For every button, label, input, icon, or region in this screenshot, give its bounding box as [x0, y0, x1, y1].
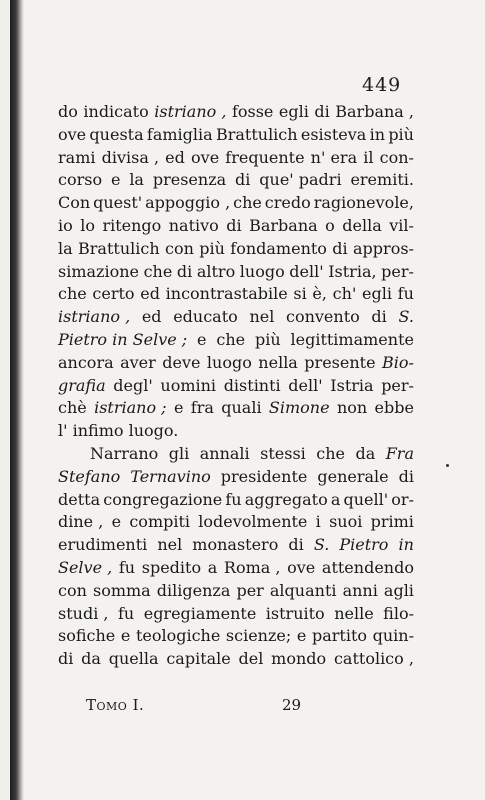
word: egli: [278, 102, 309, 121]
word: que' padri: [259, 170, 342, 190]
word: cattolico ,: [333, 649, 414, 669]
word: Pietro in Selve ;: [58, 329, 188, 349]
word: il: [363, 147, 374, 167]
word: da: [81, 649, 101, 669]
word: Brattulich: [78, 238, 160, 258]
word: famiglia: [146, 124, 213, 144]
volume-label: Tomo I.: [86, 696, 145, 714]
text-line: [58, 511, 414, 534]
word: alquanti: [269, 580, 337, 600]
word: più: [254, 329, 281, 349]
text-line: [58, 489, 414, 512]
text-line: [58, 534, 414, 557]
word: n' era: [310, 147, 358, 167]
word: di: [235, 170, 251, 190]
word: istruito: [265, 603, 325, 623]
word: più: [388, 124, 414, 144]
word: dell': [289, 261, 324, 281]
word: Stefano: [58, 466, 121, 486]
word: partito: [311, 626, 368, 646]
word: di: [371, 307, 387, 327]
text-line: [58, 420, 414, 443]
word: fu: [225, 489, 242, 509]
word: sofiche: [58, 626, 116, 646]
text-line: [58, 238, 414, 261]
word: Brattulich: [215, 124, 298, 144]
word: di: [58, 649, 74, 669]
word: rami: [58, 147, 96, 167]
word: fra: [190, 398, 214, 418]
word: S.: [313, 535, 330, 555]
word: ragionevole,: [313, 193, 414, 213]
word: che: [216, 329, 246, 349]
page-gutter: [10, 0, 24, 800]
word: ch': [332, 284, 357, 304]
word: lo: [80, 215, 95, 235]
word: Roma ,: [223, 557, 281, 577]
word: Ternavino: [130, 466, 211, 486]
word: nativo: [168, 215, 219, 235]
word: Pietro: [339, 535, 389, 555]
text-line: [58, 352, 414, 375]
text-line: [58, 283, 414, 306]
word: ebbe: [374, 398, 414, 418]
text-line: [58, 557, 414, 580]
text-line: [58, 648, 414, 671]
text-line: [58, 580, 414, 603]
word: filo-: [383, 603, 414, 623]
word: appros-: [353, 238, 414, 258]
word: quali: [221, 398, 262, 418]
text-line: [58, 101, 414, 124]
word: detta: [58, 489, 101, 509]
word: che: [143, 261, 173, 281]
word: ed: [165, 147, 185, 167]
word: suoi: [329, 512, 363, 532]
word: istriano ,: [58, 307, 131, 327]
word: l' infimo luogo.: [58, 421, 179, 441]
word: Istria: [330, 375, 374, 395]
word: gli: [168, 443, 190, 463]
word: mondo: [271, 649, 327, 669]
word: questa: [89, 124, 144, 144]
text-line: [58, 329, 414, 352]
word: la: [129, 170, 144, 190]
word: Narrano: [90, 443, 159, 463]
text-line: [58, 147, 414, 170]
word: primi: [370, 512, 414, 532]
book-page: [10, 0, 485, 800]
word: distinti: [223, 375, 281, 395]
word: della: [342, 215, 382, 235]
word: studi ,: [58, 603, 109, 623]
page-number: 449: [362, 74, 402, 96]
word: più: [199, 238, 225, 258]
word: i: [315, 512, 321, 532]
word: è,: [312, 284, 327, 304]
word: Fra: [385, 443, 414, 463]
word: attendendo: [321, 557, 414, 577]
word: incontrastabile: [165, 284, 288, 304]
word: eremiti.: [350, 170, 414, 190]
word: e: [110, 170, 121, 190]
word: simazione: [58, 261, 139, 281]
text-line: [58, 261, 414, 284]
word: fosse: [231, 102, 274, 121]
word: lodevolmente: [198, 512, 308, 532]
text-line: [58, 169, 414, 192]
word: vil-: [389, 215, 414, 235]
word: ed: [140, 284, 160, 304]
word: da: [355, 443, 376, 463]
text-line: [58, 215, 414, 238]
word: corso: [58, 170, 103, 190]
word: do: [58, 102, 78, 121]
word: dine ,: [58, 512, 104, 532]
word: non: [336, 398, 368, 418]
word: presente: [304, 352, 376, 372]
text-line: [58, 603, 414, 626]
word: divisa ,: [101, 147, 160, 167]
word: quell': [343, 489, 389, 509]
word: nella: [258, 352, 298, 372]
text-line: [58, 466, 414, 489]
word: esisteva: [300, 124, 367, 144]
word: agli: [383, 580, 414, 600]
word: fu: [117, 603, 135, 623]
word: somma: [92, 580, 151, 600]
word: chè: [58, 398, 87, 418]
word: e: [197, 329, 207, 349]
text-line: [58, 124, 414, 147]
word: appoggio ,: [145, 193, 231, 213]
word: Simone: [268, 398, 330, 418]
word: Bio-: [382, 352, 414, 372]
word: annali: [199, 443, 250, 463]
word: uomini: [160, 375, 217, 395]
word: ancora: [58, 352, 114, 372]
word: di: [398, 466, 414, 486]
word: e: [111, 512, 122, 532]
word: per-: [381, 261, 414, 281]
word: ed: [141, 307, 162, 327]
word: la: [58, 238, 73, 258]
word: presidente: [220, 466, 308, 486]
word: e: [173, 398, 184, 418]
word: luogo: [239, 261, 285, 281]
word: che: [233, 193, 262, 213]
word: a: [330, 489, 341, 509]
word: a: [207, 557, 218, 577]
word: anni: [342, 580, 378, 600]
word: quella: [108, 649, 159, 669]
word: e: [120, 626, 131, 646]
word: con: [58, 580, 87, 600]
word: per: [236, 580, 264, 600]
word: che: [316, 443, 345, 463]
word: grafia: [58, 375, 106, 395]
word: quest': [93, 193, 143, 213]
word: per-: [381, 375, 414, 395]
word: frequente: [225, 147, 305, 167]
word: congregazione: [103, 489, 223, 509]
word: fu: [397, 284, 414, 304]
word: di: [176, 261, 193, 281]
text-line: [58, 397, 414, 420]
word: luogo: [206, 352, 252, 372]
word: monastero: [192, 535, 279, 555]
word: convento: [285, 307, 360, 327]
word: io: [58, 215, 73, 235]
word: diligenza: [156, 580, 231, 600]
word: di: [226, 215, 242, 235]
word: or-: [391, 489, 414, 509]
text-line: [58, 306, 414, 329]
text-line: [58, 625, 414, 648]
word: ove: [58, 124, 87, 144]
word: presenza: [152, 170, 227, 190]
word: di: [314, 102, 330, 121]
word: dell': [288, 375, 323, 395]
word: Selve ,: [58, 557, 113, 577]
word: con-: [379, 147, 414, 167]
word: aver: [120, 352, 156, 372]
word: stessi: [260, 443, 306, 463]
word: credo: [264, 193, 311, 213]
word: certo: [92, 284, 135, 304]
word: erudimenti: [58, 535, 148, 555]
ink-speck: [446, 464, 449, 467]
word: in: [398, 535, 414, 555]
text-line: [58, 375, 414, 398]
word: Istria,: [328, 261, 377, 281]
word: compiti: [129, 512, 191, 532]
word: di: [288, 535, 304, 555]
word: nel: [249, 307, 275, 327]
word: si: [293, 284, 307, 304]
word: fondamento: [230, 238, 327, 258]
word: altro: [196, 261, 236, 281]
word: istriano ;: [94, 398, 167, 418]
text-line: [58, 443, 414, 466]
word: del: [238, 649, 264, 669]
word: o: [325, 215, 335, 235]
word: degl': [113, 375, 153, 395]
word: nelle: [334, 603, 374, 623]
word: con: [164, 238, 194, 258]
word: ove: [287, 557, 316, 577]
word: quin-: [372, 626, 414, 646]
word: capitale: [166, 649, 231, 669]
word: Con: [58, 193, 91, 213]
word: S.: [398, 307, 414, 327]
word: di: [332, 238, 348, 258]
body-text: [58, 101, 414, 671]
word: egli: [362, 284, 392, 304]
word: nel: [157, 535, 183, 555]
word: fu: [118, 557, 136, 577]
word: indicato: [83, 102, 149, 121]
word: legittimamente: [290, 329, 414, 349]
word: egregiamente: [143, 603, 257, 623]
word: e: [296, 626, 307, 646]
word: che: [58, 284, 87, 304]
signature-mark: 29: [282, 696, 302, 714]
word: teologiche: [135, 626, 221, 646]
word: deve: [162, 352, 201, 372]
word: scienze;: [225, 626, 292, 646]
word: Barbana ,: [335, 102, 414, 121]
word: spedito: [141, 557, 202, 577]
word: generale: [317, 466, 389, 486]
word: educato: [173, 307, 238, 327]
word: ritengo: [102, 215, 162, 235]
text-line: [58, 192, 414, 215]
word: aggregato: [244, 489, 328, 509]
word: istriano ,: [154, 102, 227, 121]
word: in: [369, 124, 386, 144]
word: Barbana: [249, 215, 318, 235]
word: ove: [191, 147, 220, 167]
